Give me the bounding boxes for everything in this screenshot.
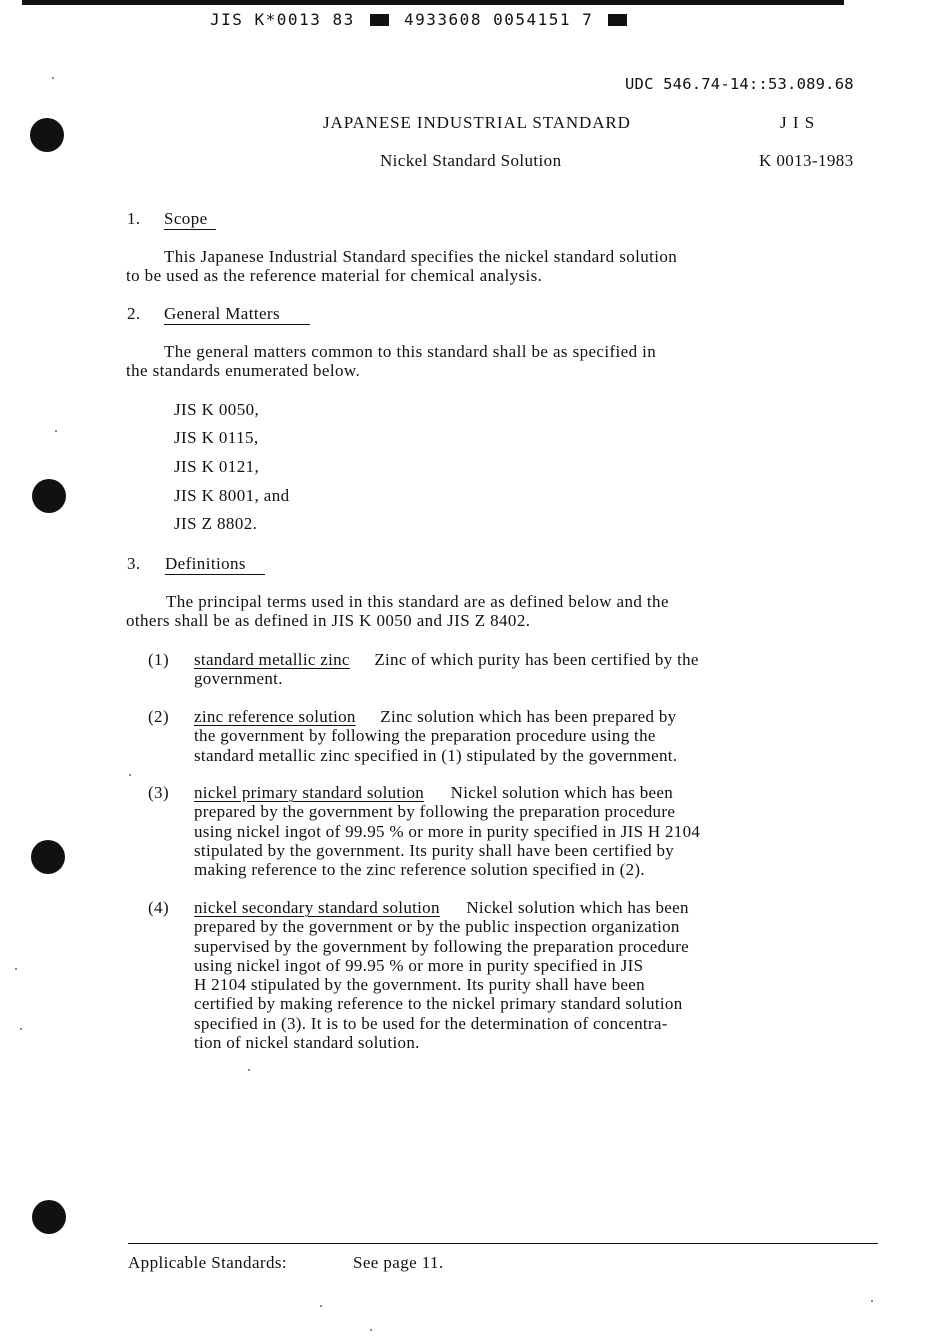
definition-2-text: Zinc solution which has been prepared by <box>380 707 677 726</box>
footer-label: Applicable Standards: <box>128 1253 288 1272</box>
definition-3-line: making reference to the zinc reference solution specified in (2). <box>194 860 645 880</box>
definition-4 <box>194 898 874 1052</box>
definition-1-text: Zinc of which purity has been certified by the <box>374 650 699 669</box>
stamp-block-icon <box>608 14 627 26</box>
definition-1-line: government. <box>194 669 283 689</box>
punch-hole-icon <box>32 479 66 513</box>
scan-speck <box>248 1069 250 1071</box>
section-3-heading-underline <box>165 574 265 575</box>
standard-ref-item: JIS Z 8802. <box>174 514 258 533</box>
scan-speck <box>320 1305 322 1307</box>
definition-4-term: nickel secondary standard solution <box>194 898 440 917</box>
definition-4-line: certified by making reference to the nickel primary standard solution <box>194 994 683 1014</box>
definition-3-line: prepared by the government by following the preparation procedure <box>194 802 676 822</box>
doc-number: K 0013-1983 <box>759 151 854 170</box>
doc-title: Nickel Standard Solution <box>380 151 562 170</box>
definition-2-term: zinc reference solution <box>194 707 356 726</box>
definition-4-line: tion of nickel standard solution. <box>194 1033 420 1053</box>
scan-speck <box>20 1028 22 1030</box>
section-2-heading-underline <box>164 324 310 325</box>
definitions-line-2: others shall be as defined in JIS K 0050 and JIS Z 8402. <box>126 611 531 630</box>
scope-line-2: to be used as the reference material for chemical analysis. <box>126 266 543 285</box>
section-1-heading: Scope <box>164 209 208 228</box>
section-1-heading-underline <box>164 229 216 230</box>
scan-top-border <box>22 0 844 5</box>
standard-ref-item: JIS K 0115, <box>174 428 259 447</box>
footer-rule <box>128 1243 878 1244</box>
standard-ref-item: JIS K 0050, <box>174 400 260 419</box>
punch-hole-icon <box>32 1200 66 1234</box>
general-line-1: The general matters common to this standard shall be as specified in <box>164 342 657 361</box>
section-3-heading: Definitions <box>165 554 246 573</box>
definition-2-line: the government by following the preparation procedure using the <box>194 726 656 746</box>
scan-speck <box>15 968 17 970</box>
header-stamp <box>210 10 631 29</box>
standard-ref-item: JIS K 0121, <box>174 457 260 476</box>
definition-3 <box>194 783 874 879</box>
scan-speck <box>52 77 54 79</box>
udc-code: UDC 546.74-14::53.089.68 <box>625 75 854 93</box>
standard-ref-item: JIS K 8001, and <box>174 486 290 505</box>
scan-speck <box>871 1300 873 1302</box>
definition-3-line: stipulated by the government. Its purity shall have been certified by <box>194 840 675 860</box>
definition-3-number: (3) <box>148 783 170 802</box>
section-1-number: 1. <box>127 209 141 228</box>
stamp-block-icon <box>370 14 389 26</box>
punch-hole-icon <box>30 118 64 152</box>
definition-3-line: using nickel ingot of 99.95 % or more in purity specified in JIS H 2104 <box>194 821 701 841</box>
header-stamp-part2: 4933608 0054151 7 <box>404 10 594 29</box>
definition-1-number: (1) <box>148 650 170 669</box>
scan-speck <box>129 774 131 776</box>
definition-2-number: (2) <box>148 707 170 726</box>
definition-4-line: prepared by the government or by the public inspection organization <box>194 917 680 937</box>
definition-4-line: specified in (3). It is to be used for the determination of concentra- <box>194 1013 668 1033</box>
standard-org: JAPANESE INDUSTRIAL STANDARD <box>323 113 631 132</box>
punch-hole-icon <box>31 840 65 874</box>
scope-line-1: This Japanese Industrial Standard specifies the nickel standard solution <box>164 247 678 266</box>
definition-2 <box>194 707 874 765</box>
definition-1 <box>194 650 874 689</box>
definition-4-line: supervised by the government by following the preparation procedure <box>194 936 690 956</box>
definition-1-term: standard metallic zinc <box>194 650 350 669</box>
footer-value: See page 11. <box>353 1253 444 1272</box>
definitions-line-1: The principal terms used in this standard are as defined below and the <box>166 592 669 611</box>
section-3-number: 3. <box>127 554 141 573</box>
jis-mark: J I S <box>780 113 816 132</box>
section-2-number: 2. <box>127 304 141 323</box>
scan-speck <box>55 430 57 432</box>
scan-speck <box>370 1329 372 1331</box>
section-2-heading: General Matters <box>164 304 280 323</box>
definition-3-text: Nickel solution which has been <box>450 783 674 802</box>
definition-4-line: using nickel ingot of 99.95 % or more in purity specified in JIS <box>194 955 644 975</box>
general-line-2: the standards enumerated below. <box>126 361 361 380</box>
header-stamp-part1: JIS K*0013 83 <box>210 10 355 29</box>
definition-4-text: Nickel solution which has been <box>466 898 689 917</box>
definition-4-line: H 2104 stipulated by the government. Its purity shall have been <box>194 975 645 995</box>
definition-4-number: (4) <box>148 898 170 917</box>
definition-2-line: standard metallic zinc specified in (1) stipulated by the government. <box>194 745 678 765</box>
definition-3-term: nickel primary standard solution <box>194 783 425 802</box>
